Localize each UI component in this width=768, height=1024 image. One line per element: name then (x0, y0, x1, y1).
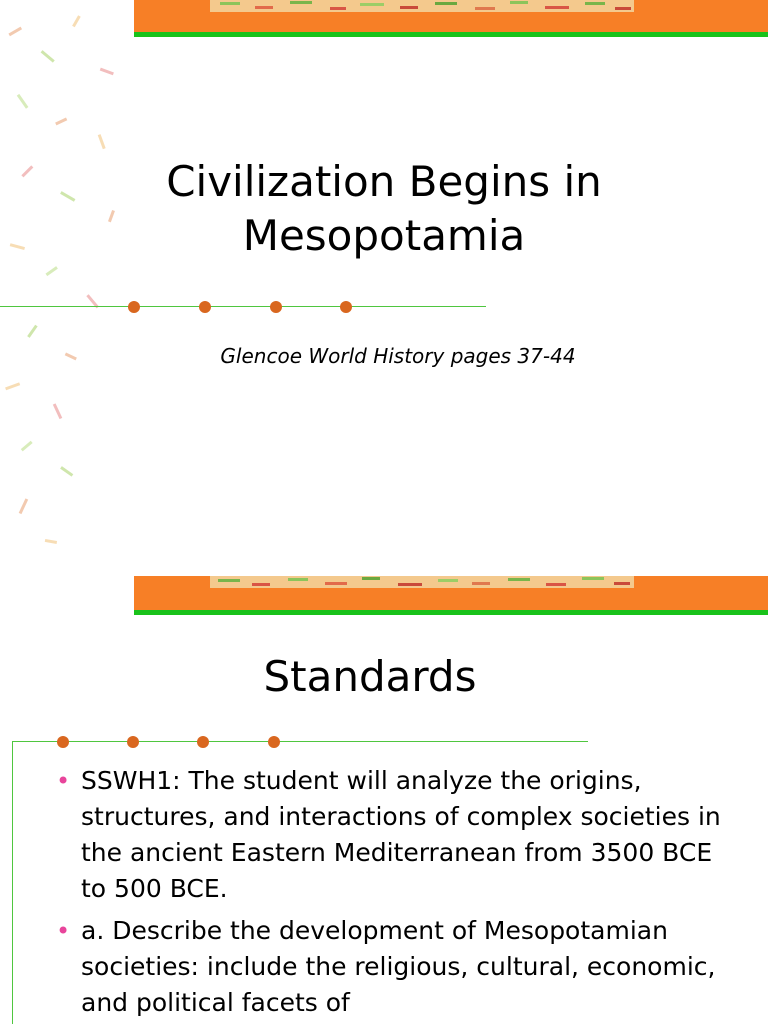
rule-dot (197, 736, 209, 748)
title-rule (12, 741, 588, 742)
title-line-1: Civilization Begins in (166, 157, 602, 206)
rule-dot (128, 301, 140, 313)
rule-dot (199, 301, 211, 313)
rule-dot (268, 736, 280, 748)
title-line-2: Mesopotamia (242, 211, 526, 260)
rule-dot (57, 736, 69, 748)
rule-dot (127, 736, 139, 748)
top-banner-green-line (134, 610, 768, 615)
confetti-decoration (0, 0, 130, 576)
banner-pattern-decoration (210, 576, 634, 588)
title-rule (0, 306, 486, 307)
bullet-item (56, 763, 736, 907)
rule-dot (340, 301, 352, 313)
left-vertical-rule (12, 741, 13, 1024)
slide-2 (0, 576, 768, 1024)
bullet-icon: • (56, 767, 71, 795)
bullet-item (56, 913, 736, 1021)
subtitle: Glencoe World History pages 37-44 (220, 344, 576, 368)
slide-title (0, 155, 768, 263)
bullet-icon: • (56, 917, 71, 945)
slide-title: Standards (263, 652, 477, 701)
banner-pattern-decoration (210, 0, 634, 12)
top-banner-green-line (134, 32, 768, 37)
bullet-list (56, 763, 736, 1024)
rule-dot (270, 301, 282, 313)
bullet-text: SSWH1: The student will analyze the origins, structures, and interactions of complex societies in the ancient Eastern Mediterranean from 3500 BCE to 500 BCE. (81, 766, 721, 903)
bullet-text: a. Describe the development of Mesopotamian societies: include the religious, cultural, economic, and political facets of (81, 916, 716, 1017)
